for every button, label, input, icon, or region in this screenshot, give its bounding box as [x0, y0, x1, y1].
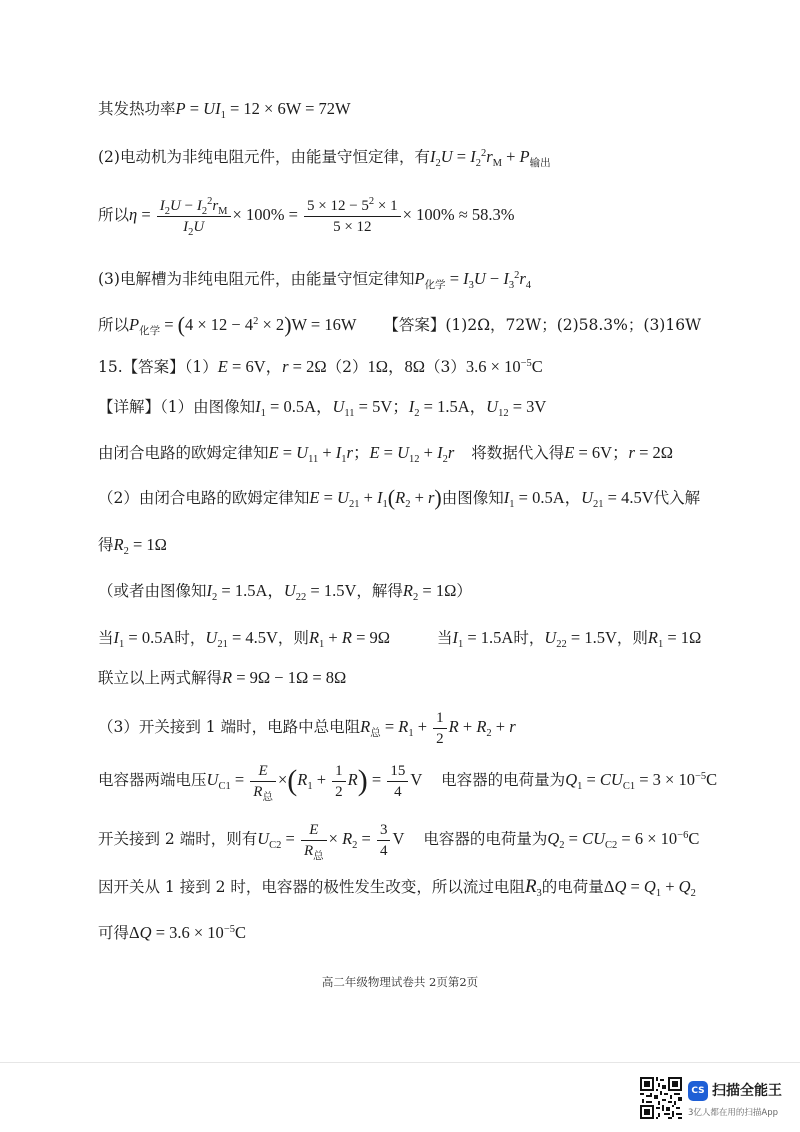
line-q15-answer: 15.【答案】（1）E = 6V，r = 2Ω（2）1Ω，$8\Omega(3)3.6 \times 10^{-5}C$	[98, 357, 543, 376]
line-chem-power-answer: 所以$P_{化学} = (4 \times 12 - 4^2 \times 2)W = 16W$ 【答案】(1)2Ω，72W；(2)58.3%；(3)16W	[98, 312, 702, 337]
line-motor-energy: (2)电动机为非纯电阻元件，由能量守恒定律，有$I_2U = I_2^2r_M + P_{输出}$	[98, 147, 551, 169]
line-r2-result: 得$R_2 = 1\Omega$	[98, 535, 167, 557]
line-final-result: 可得$\Delta Q = 3.6 \times 10^{-5}C$	[98, 923, 246, 942]
qr-code-icon	[640, 1077, 682, 1119]
line-ohm-law-1: 由闭合电路的欧姆定律知$E = U_{11} + I_1r$；$E = U_{12} + I_2r$ 将数据代入得E = 6V；r = 2Ω	[98, 443, 674, 465]
line-efficiency: 所以η = $\frac{I_2U - I_2^2r_M}{I_2U}$ × 100% = $\frac{5 \times 12 - 5^2 \times 1}{5 \times 12}$ × 100% ≈ 58.3%	[98, 195, 515, 238]
page-footer: 高二年级物理试卷共 2页第2页	[321, 975, 479, 989]
brand-name: 扫描全能王	[712, 1083, 782, 1099]
line-total-resistance: （3）开关接到 1 端时，电路中总电阻$R_总 = R_1$ + $\frac{1}{2}$ $R + R_2 + r$	[98, 709, 516, 747]
line-capacitor-voltage-2: 开关接到 2 端时，则有$U_{C2}$ = $\frac{E}{R_总}$ × $R_2$ = $\frac{3}{4}$ V 电容器的电荷量为$Q_2 = CU_{C2} = 6 \times 10^{-6}C$	[98, 821, 700, 862]
line-detail-1: 【详解】（1）由图像知$I_1 = 0.5A$，$U_{11} = 5V$；$I_2 = 1.5A$，$U_{12} = 3V$	[98, 397, 547, 419]
line-ohm-law-2: （2）由闭合电路的欧姆定律知$E = U_{21} + I_1(R_2 + r)$由图像知$I_1 = 0.5A$，$U_{21} = 4.5V$代入解	[98, 485, 701, 510]
brand-tagline: 3亿人都在用的扫描App	[688, 1108, 779, 1118]
camscanner-logo-icon: CS	[688, 1081, 708, 1101]
line-electrolysis-energy: (3)电解槽为非纯电阻元件，由能量守恒定律知$P_{化学} = I_3U - I_3^2r_4$	[98, 269, 532, 291]
footer-divider	[0, 1062, 800, 1063]
line-polarity-change: 因开关从 1 接到 2 时，电容器的极性发生改变，所以流过电阻$R_3$的电荷量$\Delta Q = Q_1 + Q_2$	[98, 876, 696, 899]
line-alternative: （或者由图像知$I_2 = 1.5A$，$U_{22} = 1.5V$，解得$R_2 = 1\Omega$）	[98, 581, 472, 603]
line-combined: 联立以上两式解得R = 9Ω − 1Ω = 8Ω	[98, 668, 347, 687]
line-two-conditions: 当$I_1 = 0.5A$时，$U_{21} = 4.5V$，则$R_1 + R = 9\Omega$ 当$I_1 = 1.5A$时，$U_{22} = 1.5V$，则$R_1 = 1\Omega$	[98, 628, 702, 650]
line-heat-power: 其发热功率$P = UI_1 = 12 \times 6W = 72W$	[98, 99, 351, 121]
line-capacitor-voltage-1: 电容器两端电压$U_{C1}$ = $\frac{E}{R_总}$ $\times(R_1$ + $\frac{1}{2}$ R) = $\frac{15}{4}$ V 电容器的电荷量为$Q_1 = CU_{C1} = 3 \times 10^{-5}C$	[98, 762, 718, 803]
